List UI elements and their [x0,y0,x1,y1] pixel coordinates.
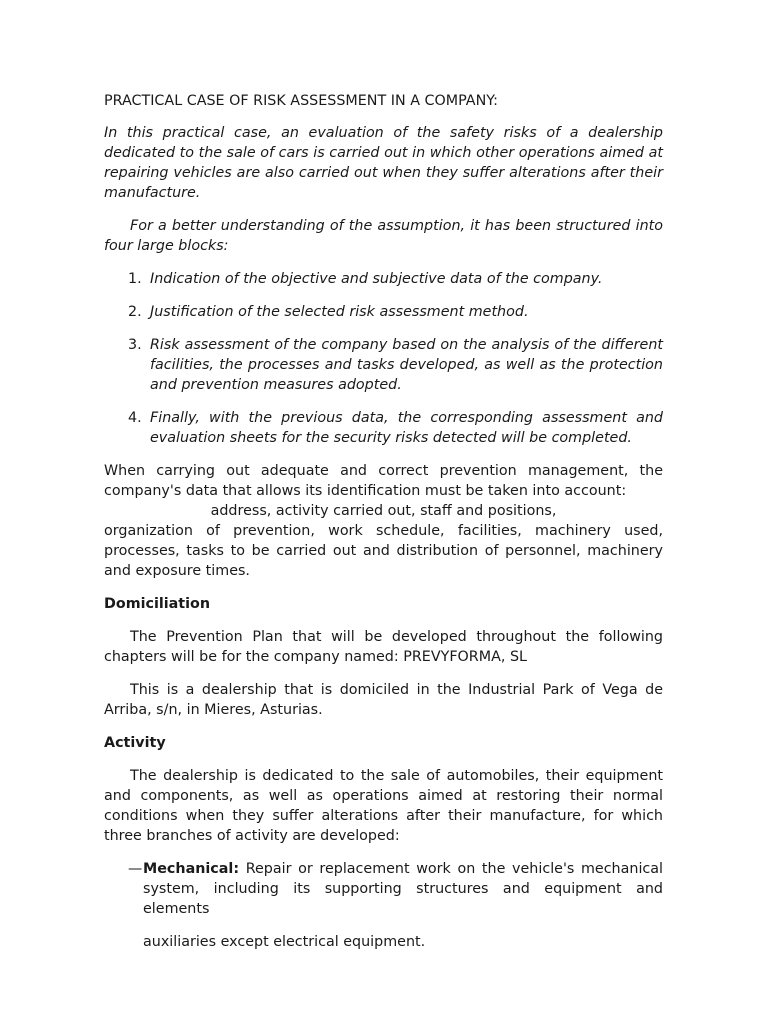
activity-branch-label: Mechanical: [143,861,240,877]
activity-heading: Activity [104,735,166,751]
list-item [104,408,663,448]
domiciliation-paragraph-1: The Prevention Plan that will be developed throughout the following chapters will be for the company named: PREVYFORMA, SL [104,629,663,665]
activity-branch-text: Repair or replacement work on the vehicle's mechanical system, including its supporting structures and equipment and elements [143,861,664,917]
management-line-2: address, activity carried out, staff and positions, [210,503,557,519]
list-item-number: 2. [128,304,142,320]
document-title: PRACTICAL CASE OF RISK ASSESSMENT IN A COMPANY: [104,93,498,109]
activity-branch-continued: auxiliaries except electrical equipment. [143,934,426,950]
list-item-text: Justification of the selected risk assessment method. [150,304,529,320]
list-item-number: 1. [128,271,142,287]
list-item [104,302,663,322]
list-item-text: Indication of the objective and subjective data of the company. [150,271,603,287]
dash-bullet: — [128,861,143,877]
list-item-number: 4. [128,410,142,426]
management-line-3: organization of prevention, work schedule, facilities, machinery used, processes, tasks to be carried out and distribution of personnel, machinery and exposure times. [104,523,663,579]
list-item [104,335,663,395]
document-page [104,91,663,965]
list-item-text: Risk assessment of the company based on the analysis of the different facilities, the processes and tasks developed, as well as the protection and prevention measures adopted. [150,337,663,393]
domiciliation-paragraph-2: This is a dealership that is domiciled in the Industrial Park of Vega de Arriba, s/n, in Mieres, Asturias. [104,682,663,718]
structure-intro-paragraph: For a better understanding of the assumption, it has been structured into four large blocks: [104,218,663,254]
intro-paragraph: In this practical case, an evaluation of the safety risks of a dealership dedicated to the sale of cars is carried out in which other operations aimed at repairing vehicles are also carried out when they suffer alterations after their manufacture. [104,125,663,201]
management-paragraph [104,461,663,581]
activity-paragraph: The dealership is dedicated to the sale of automobiles, their equipment and components, as well as operations aimed at restoring their normal conditions when they suffer alterations after their manufacture, for which three branches of activity are developed: [104,768,663,844]
activity-branch-item [104,859,663,919]
list-item-number: 3. [128,337,142,353]
list-item [104,269,663,289]
management-line-1: When carrying out adequate and correct prevention management, the company's data that allows its identification must be taken into account: [104,463,663,499]
list-item-text: Finally, with the previous data, the corresponding assessment and evaluation sheets for the security risks detected will be completed. [150,410,663,446]
domiciliation-heading: Domiciliation [104,596,211,612]
blocks-list [104,269,663,448]
